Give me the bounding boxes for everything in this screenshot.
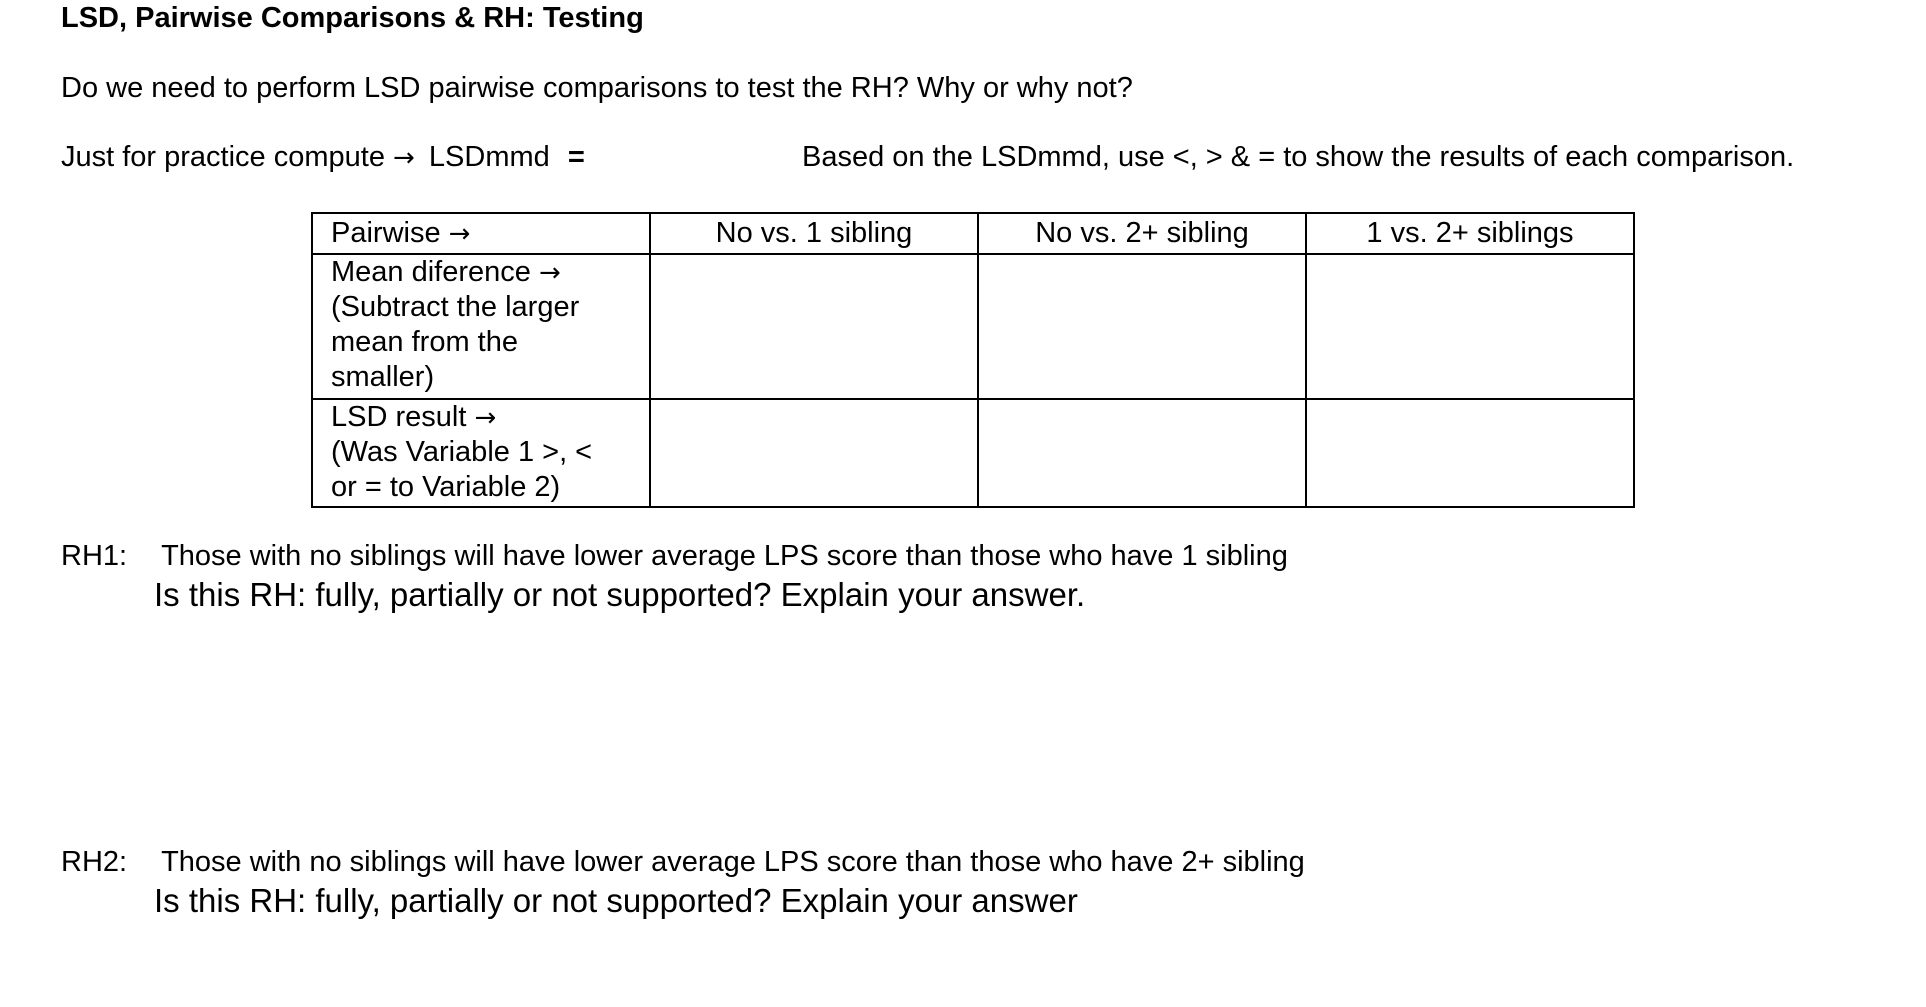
row-label: Mean diference xyxy=(331,256,531,288)
right-arrow-icon: → xyxy=(474,403,497,433)
table-row-lsd-result xyxy=(312,399,1634,507)
answer-cell[interactable] xyxy=(978,399,1306,507)
header-label-cell xyxy=(312,213,650,254)
row-note-line: (Was Variable 1 >, < xyxy=(331,436,593,468)
answer-cell[interactable] xyxy=(978,254,1306,399)
practice-line xyxy=(61,141,585,174)
rh2-label: RH2: xyxy=(61,846,128,878)
row-label-cell xyxy=(312,399,650,507)
right-arrow-icon: → xyxy=(393,143,415,173)
pairwise-comparison-table xyxy=(311,212,1635,508)
practice-prefix: Just for practice compute xyxy=(61,141,385,173)
column-header: No vs. 2+ sibling xyxy=(978,213,1306,254)
right-arrow-icon: → xyxy=(448,219,471,249)
rh2-prompt: Is this RH: fully, partially or not supported? Explain your answer xyxy=(154,882,1078,919)
row-note-line: (Subtract the larger xyxy=(331,291,580,323)
question-lsd-needed: Do we need to perform LSD pairwise comparisons to test the RH? Why or why not? xyxy=(61,72,1133,104)
column-header: No vs. 1 sibling xyxy=(650,213,978,254)
rh1-statement: Those with no siblings will have lower average LPS score than those who have 1 sibling xyxy=(161,540,1288,572)
row-label-cell xyxy=(312,254,650,399)
equals-sign: = xyxy=(567,141,585,173)
column-header: 1 vs. 2+ siblings xyxy=(1306,213,1634,254)
answer-cell[interactable] xyxy=(1306,399,1634,507)
table-row-mean-difference xyxy=(312,254,1634,399)
row-label: LSD result xyxy=(331,401,467,433)
rh2-statement-line xyxy=(61,846,1305,879)
comparison-instruction: Based on the LSDmmd, use <, > & = to show the results of each comparison. xyxy=(802,141,1795,173)
row-note-line: mean from the xyxy=(331,326,518,358)
page-title: LSD, Pairwise Comparisons & RH: Testing xyxy=(61,2,644,34)
answer-cell[interactable] xyxy=(1306,254,1634,399)
header-label: Pairwise xyxy=(331,217,441,249)
lsdmmd-term: LSDmmd xyxy=(428,141,550,173)
answer-cell[interactable] xyxy=(650,399,978,507)
right-arrow-icon: → xyxy=(538,258,561,288)
rh1-prompt: Is this RH: fully, partially or not supported? Explain your answer. xyxy=(154,576,1086,613)
row-note-line: smaller) xyxy=(331,361,435,393)
row-note-line: or = to Variable 2) xyxy=(331,471,561,503)
table-header-row xyxy=(312,213,1634,254)
rh1-statement-line xyxy=(61,540,1288,573)
answer-cell[interactable] xyxy=(650,254,978,399)
rh1-label: RH1: xyxy=(61,540,128,572)
rh2-statement: Those with no siblings will have lower average LPS score than those who have 2+ sibling xyxy=(161,846,1305,878)
